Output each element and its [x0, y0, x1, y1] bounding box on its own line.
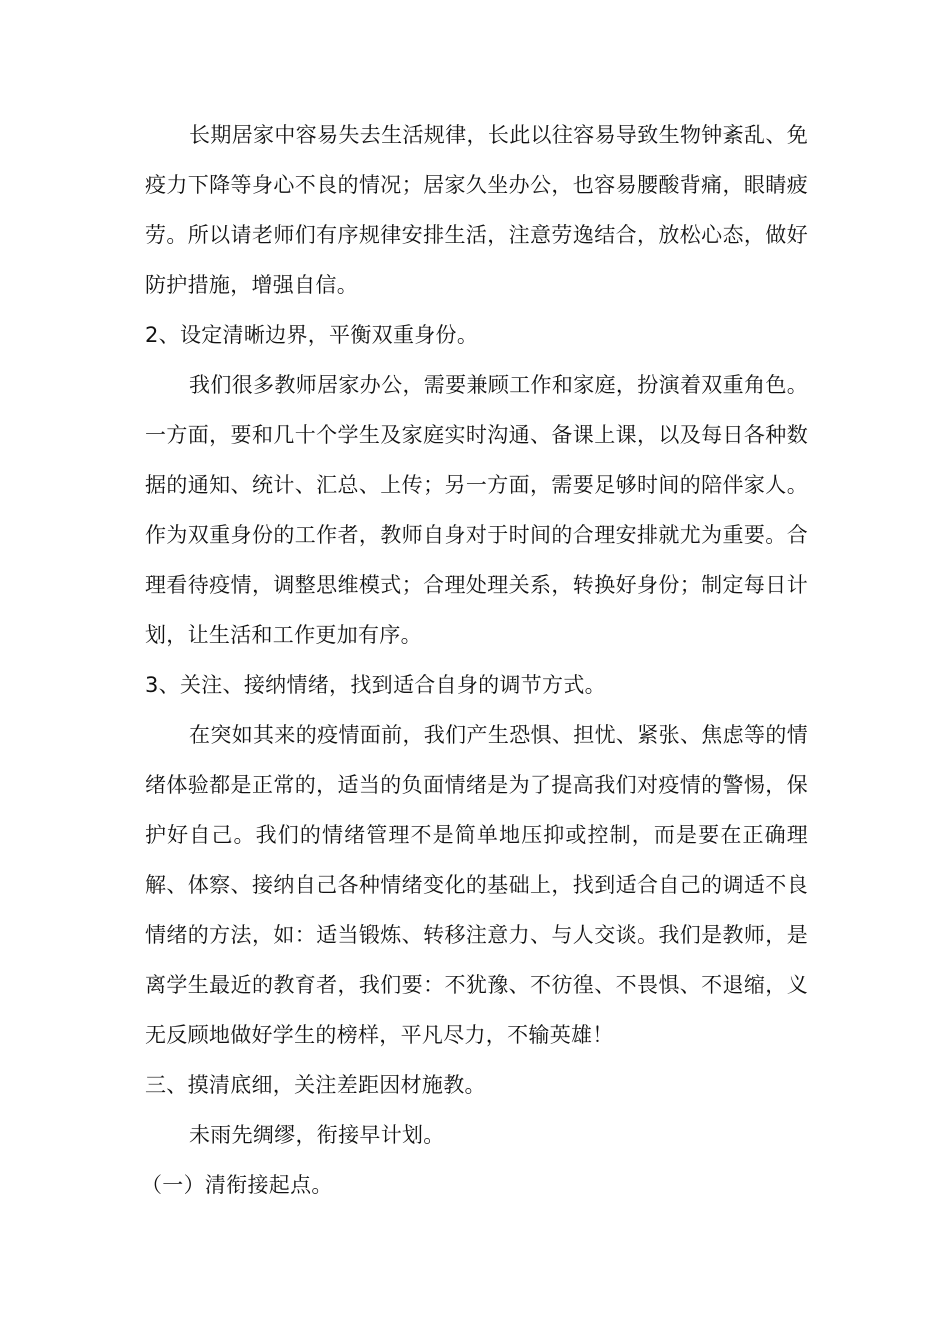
heading-teaching-gaps: 三、摸清底细，关注差距因材施教。 — [145, 1073, 486, 1097]
paragraph-daily-routine: 长期居家中容易失去生活规律，长此以往容易导致生物钟紊乱、免疫力下降等身心不良的情况；居家久坐办公，也容易腰酸背痛，眼睛疲劳。所以请老师们有序规律安排生活，注意劳逸结合，放松心态，做好防护措施，增强自信。 — [145, 123, 808, 297]
heading-boundaries: 2、设定清晰边界，平衡双重身份。 — [145, 323, 479, 347]
heading-emotions: 3、关注、接纳情绪，找到适合自身的调节方式。 — [145, 673, 606, 697]
subheading-starting-point: （一）清衔接起点。 — [141, 1173, 333, 1197]
document-body — [141, 110, 808, 1210]
paragraph-dual-roles: 我们很多教师居家办公，需要兼顾工作和家庭，扮演着双重角色。一方面，要和几十个学生及家庭实时沟通、备课上课，以及每日各种数据的通知、统计、汇总、上传；另一方面，需要足够时间的陪伴家人。作为双重身份的工作者，教师自身对于时间的合理安排就尤为重要。合理看待疫情，调整思维模式；合理处理关系，转换好身份；制定每日计划，让生活和工作更加有序。 — [145, 373, 808, 647]
paragraph-early-planning: 未雨先绸缪，衔接早计划。 — [189, 1123, 445, 1147]
paragraph-emotion-management: 在突如其来的疫情面前，我们产生恐惧、担忧、紧张、焦虑等的情绪体验都是正常的，适当的负面情绪是为了提高我们对疫情的警惕，保护好自己。我们的情绪管理不是简单地压抑或控制，而是要在正确理解、体察、接纳自己各种情绪变化的基础上，找到适合自己的调适不良情绪的方法，如：适当锻炼、转移注意力、与人交谈。我们是教师，是离学生最近的教育者，我们要：不犹豫、不彷徨、不畏惧、不退缩，义无反顾地做好学生的榜样，平凡尽力，不输英雄！ — [145, 723, 808, 1047]
